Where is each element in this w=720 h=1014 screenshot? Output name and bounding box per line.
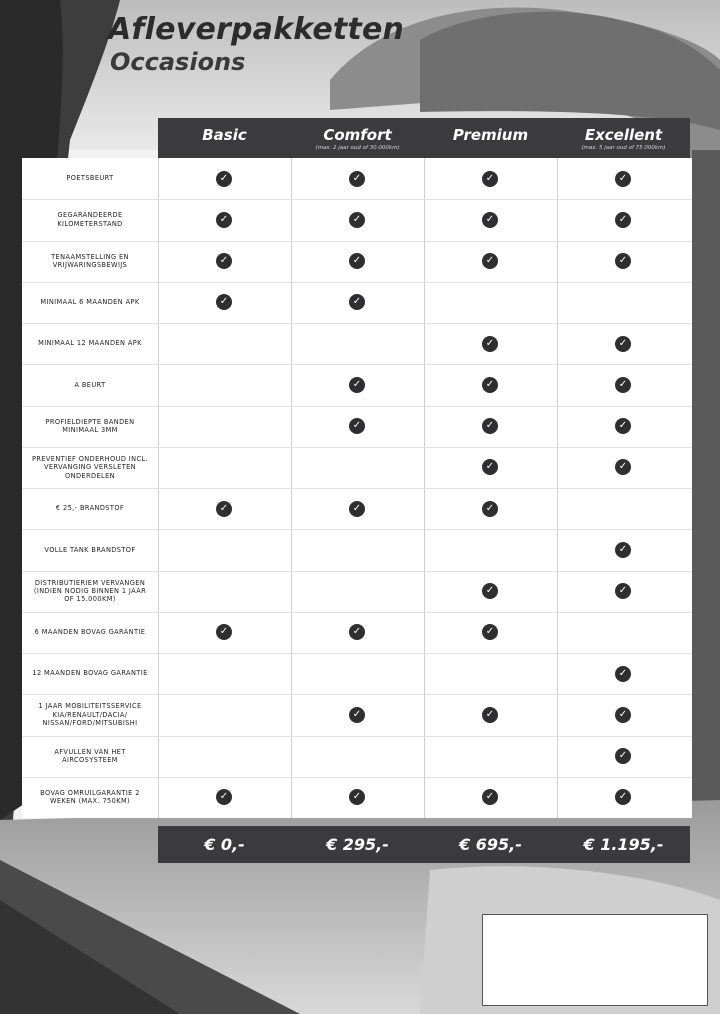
column-header-basic — [158, 118, 291, 158]
checkmark-circle-icon: ✓ — [216, 171, 232, 187]
checkmark-circle-icon: ✓ — [615, 459, 631, 475]
row-label: GEGARANDEERDE KILOMETERSTAND — [57, 211, 123, 228]
row-label: € 25,- BRANDSTOF — [55, 504, 125, 513]
checkmark-circle-icon: ✓ — [216, 501, 232, 517]
checkmark-circle-icon: ✓ — [349, 501, 365, 517]
price-premium: € 695,- — [424, 826, 557, 863]
checkmark-circle-icon: ✓ — [615, 748, 631, 764]
row-label: 1 JAAR MOBILITEITSSERVICE KIA/RENAULT/DACIA/ NISSAN/FORD/MITSUBISHI — [38, 702, 142, 728]
row-label: POETSBEURT — [66, 174, 114, 183]
checkmark-circle-icon: ✓ — [349, 789, 365, 805]
checkmark-circle-icon: ✓ — [482, 583, 498, 599]
checkmark-circle-icon: ✓ — [349, 171, 365, 187]
checkmark-circle-icon: ✓ — [615, 212, 631, 228]
column-header-comfort — [291, 118, 424, 158]
row-label: 12 MAANDEN BOVAG GARANTIE — [32, 669, 148, 678]
checkmark-circle-icon: ✓ — [349, 624, 365, 640]
column-name: Comfort — [323, 126, 392, 144]
row-divider — [22, 694, 692, 695]
checkmark-circle-icon: ✓ — [615, 418, 631, 434]
checkmark-circle-icon: ✓ — [615, 666, 631, 682]
checkmark-circle-icon: ✓ — [482, 501, 498, 517]
row-divider — [22, 529, 692, 530]
row-divider — [22, 282, 692, 283]
checkmark-circle-icon: ✓ — [216, 789, 232, 805]
row-label: MINIMAAL 6 MAANDEN APK — [40, 298, 140, 307]
checkmark-circle-icon: ✓ — [349, 212, 365, 228]
row-divider — [22, 406, 692, 407]
column-note: (max. 2 jaar oud of 30.000km) — [315, 145, 400, 151]
checkmark-circle-icon: ✓ — [615, 789, 631, 805]
package-comparison-table — [22, 118, 692, 863]
column-header-excellent — [557, 118, 690, 158]
row-label: AFVULLEN VAN HET AIRCOSYSTEEM — [54, 747, 126, 765]
row-label: 6 MAANDEN BOVAG GARANTIE — [34, 628, 146, 637]
checkmark-circle-icon: ✓ — [349, 377, 365, 393]
checkmark-circle-icon: ✓ — [216, 212, 232, 228]
checkmark-circle-icon: ✓ — [349, 294, 365, 310]
checkmark-circle-icon: ✓ — [349, 418, 365, 434]
row-label: VOLLE TANK BRANDSTOF — [44, 545, 136, 554]
checkmark-circle-icon: ✓ — [615, 336, 631, 352]
price-basic: € 0,- — [158, 826, 291, 863]
row-label: PREVENTIEF ONDERHOUD INCL. VERVANGING VERSLETEN ONDERDELEN — [31, 454, 149, 480]
title-main: Afleverpakketten — [108, 12, 405, 47]
column-header-premium — [424, 118, 557, 158]
price-comfort: € 295,- — [291, 826, 424, 863]
checkmark-circle-icon: ✓ — [482, 171, 498, 187]
checkmark-circle-icon: ✓ — [482, 336, 498, 352]
row-divider — [22, 199, 692, 200]
row-divider — [22, 447, 692, 448]
checkmark-circle-icon: ✓ — [482, 418, 498, 434]
row-divider — [22, 777, 692, 778]
checkmark-circle-icon: ✓ — [615, 377, 631, 393]
row-divider — [22, 364, 692, 365]
page-title — [108, 12, 404, 76]
row-divider — [22, 612, 692, 613]
row-divider — [22, 488, 692, 489]
checkmark-circle-icon: ✓ — [482, 459, 498, 475]
checkmark-circle-icon: ✓ — [216, 253, 232, 269]
checkmark-circle-icon: ✓ — [615, 583, 631, 599]
checkmark-circle-icon: ✓ — [482, 789, 498, 805]
checkmark-circle-icon: ✓ — [615, 171, 631, 187]
row-label: A BEURT — [74, 380, 106, 389]
checkmark-circle-icon: ✓ — [482, 624, 498, 640]
row-divider — [22, 241, 692, 242]
checkmark-circle-icon: ✓ — [615, 542, 631, 558]
row-label: PROFIELDIEPTE BANDEN MINIMAAL 3MM — [45, 417, 135, 435]
price-excellent: € 1.195,- — [557, 826, 690, 863]
checkmark-circle-icon: ✓ — [216, 294, 232, 310]
row-divider — [22, 653, 692, 654]
checkmark-circle-icon: ✓ — [349, 707, 365, 723]
row-label: BOVAG OMRUILGARANTIE 2 WEKEN (MAX. 750KM) — [40, 788, 140, 806]
checkmark-circle-icon: ✓ — [482, 212, 498, 228]
row-divider — [22, 571, 692, 572]
dealer-stamp-box — [482, 914, 708, 1006]
row-divider — [22, 323, 692, 324]
checkmark-circle-icon: ✓ — [482, 253, 498, 269]
checkmark-circle-icon: ✓ — [615, 253, 631, 269]
table-header-blank — [22, 118, 158, 158]
column-note: (max. 5 jaar oud of 75.000km) — [581, 145, 666, 151]
row-label: MINIMAAL 12 MAANDEN APK — [38, 339, 142, 348]
title-sub: Occasions — [110, 48, 246, 76]
column-name: Basic — [202, 126, 247, 144]
checkmark-circle-icon: ✓ — [349, 253, 365, 269]
column-name: Premium — [452, 126, 529, 144]
checkmark-circle-icon: ✓ — [615, 707, 631, 723]
checkmark-circle-icon: ✓ — [216, 624, 232, 640]
row-label: TENAAMSTELLING EN VRIJWARINGSBEWIJS — [51, 252, 129, 270]
checkmark-circle-icon: ✓ — [482, 377, 498, 393]
checkmark-circle-icon: ✓ — [482, 707, 498, 723]
row-divider — [22, 736, 692, 737]
row-label: DISTRIBUTIERIEM VERVANGEN (INDIEN NODIG BINNEN 1 JAAR OF 15.000KM) — [33, 578, 147, 604]
column-name: Excellent — [584, 126, 663, 144]
